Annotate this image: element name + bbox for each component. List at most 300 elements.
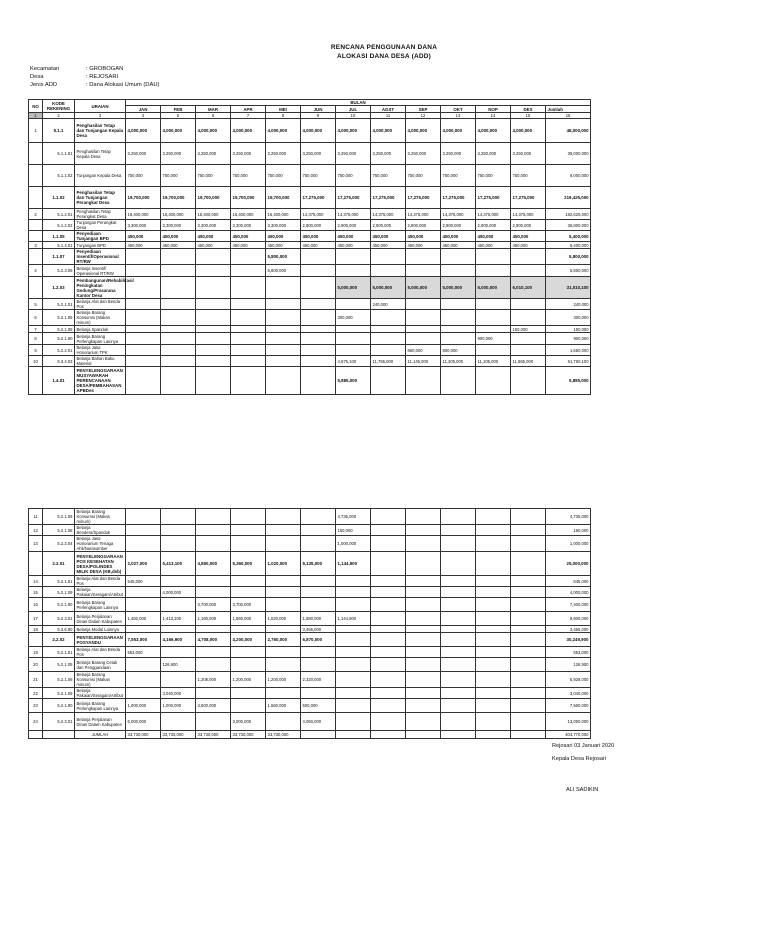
table-row bbox=[29, 367, 591, 395]
col-index-number: 11 bbox=[371, 113, 406, 119]
row-month-amount bbox=[406, 509, 441, 525]
row-month-amount: 1,200,000 bbox=[231, 672, 266, 688]
row-month-amount bbox=[266, 277, 301, 299]
row-month-amount bbox=[196, 626, 231, 633]
row-month-amount bbox=[371, 333, 406, 345]
row-month-amount bbox=[476, 265, 511, 277]
row-kode-rekening: 5.2.1.06 bbox=[43, 310, 75, 326]
row-total-amount: 126,900 bbox=[546, 658, 591, 672]
row-month-amount bbox=[266, 310, 301, 326]
row-kode-rekening: 1.2.03 bbox=[43, 277, 75, 299]
row-month-amount bbox=[476, 731, 511, 739]
row-month-amount: 3,250,000 bbox=[371, 143, 406, 165]
row-month-amount: 750,000 bbox=[371, 165, 406, 187]
row-total-amount: 5,800,000 bbox=[546, 249, 591, 265]
row-month-amount: 4,000,000 bbox=[511, 119, 546, 143]
row-month-amount bbox=[196, 310, 231, 326]
budget-table-page1 bbox=[28, 99, 591, 395]
row-month-amount bbox=[301, 326, 336, 333]
row-month-amount: 19,700,000 bbox=[266, 187, 301, 209]
row-month-amount bbox=[476, 647, 511, 658]
row-kode-rekening: 5.2.3.06 bbox=[43, 265, 75, 277]
row-month-amount bbox=[126, 310, 161, 326]
row-month-amount bbox=[476, 612, 511, 626]
row-month-amount bbox=[161, 509, 196, 525]
col-index-number: 2 bbox=[43, 113, 75, 119]
row-month-amount bbox=[511, 509, 546, 525]
row-month-amount bbox=[406, 598, 441, 612]
row-month-amount bbox=[231, 310, 266, 326]
row-month-amount bbox=[371, 345, 406, 356]
row-month-amount bbox=[301, 265, 336, 277]
row-month-amount bbox=[161, 356, 196, 367]
row-month-amount: 240,000 bbox=[371, 299, 406, 310]
row-kode-rekening: 5.1.1 bbox=[43, 119, 75, 143]
row-kode-rekening: 5.2.1.08 bbox=[43, 326, 75, 333]
row-uraian: Penyediaan Tunjangan BPD bbox=[75, 231, 126, 242]
table-row bbox=[29, 633, 591, 647]
row-month-amount bbox=[406, 658, 441, 672]
row-month-amount bbox=[336, 672, 371, 688]
row-month-amount bbox=[266, 326, 301, 333]
row-uraian: Belanja Barang Perlengkapan Lainnya bbox=[75, 699, 126, 713]
table-row bbox=[29, 265, 591, 277]
row-month-amount bbox=[476, 552, 511, 576]
row-month-amount: 5,360,000 bbox=[231, 552, 266, 576]
row-uraian: Penghasilan Tetap dan Tunjangan Kepala Desa bbox=[75, 119, 126, 143]
row-month-amount bbox=[301, 688, 336, 699]
row-uraian: Penghasilan Tetap dan Tunjangan Perangkat Desa bbox=[75, 187, 126, 209]
row-month-amount bbox=[441, 536, 476, 552]
row-month-amount: 4,000,000 bbox=[266, 119, 301, 143]
row-total-amount: 13,050,000 bbox=[546, 713, 591, 731]
table-row bbox=[29, 552, 591, 576]
row-month-amount bbox=[371, 626, 406, 633]
row-month-amount: 33,730,000 bbox=[196, 731, 231, 739]
row-month-amount bbox=[441, 326, 476, 333]
col-index-number: 5 bbox=[161, 113, 196, 119]
row-uraian: Belanja Barang Perlengkapan Lainnya bbox=[75, 598, 126, 612]
row-number: 17 bbox=[29, 612, 43, 626]
doc-title-line1: RENCANA PENGGUNAAN DANA bbox=[330, 44, 438, 51]
row-month-amount bbox=[371, 265, 406, 277]
row-number: 21 bbox=[29, 672, 43, 688]
row-month-amount bbox=[371, 633, 406, 647]
row-month-amount bbox=[441, 299, 476, 310]
table-row bbox=[29, 220, 591, 231]
row-uraian: Belanja Bahan Baku Material bbox=[75, 356, 126, 367]
row-month-amount: 14,375,000 bbox=[476, 209, 511, 220]
row-month-amount bbox=[161, 576, 196, 587]
row-month-amount bbox=[231, 525, 266, 536]
row-month-amount bbox=[336, 598, 371, 612]
row-number: 4 bbox=[29, 265, 43, 277]
row-month-amount: 4,000,000 bbox=[196, 119, 231, 143]
col-header-month: MEI bbox=[266, 106, 301, 113]
row-number bbox=[29, 367, 43, 395]
table-row bbox=[29, 509, 591, 525]
row-month-amount bbox=[161, 249, 196, 265]
table-row bbox=[29, 143, 591, 165]
row-month-amount bbox=[371, 713, 406, 731]
col-index-number: 10 bbox=[336, 113, 371, 119]
row-month-amount bbox=[441, 333, 476, 345]
row-month-amount: 1,144,900 bbox=[336, 612, 371, 626]
row-month-amount: 4,200,000 bbox=[231, 633, 266, 647]
row-month-amount bbox=[406, 249, 441, 265]
table-row bbox=[29, 647, 591, 658]
row-month-amount: 3,250,000 bbox=[266, 143, 301, 165]
row-month-amount: 4,166,900 bbox=[161, 633, 196, 647]
row-month-amount bbox=[266, 713, 301, 731]
row-number bbox=[29, 220, 43, 231]
row-month-amount bbox=[126, 598, 161, 612]
row-month-amount bbox=[126, 333, 161, 345]
row-month-amount bbox=[231, 647, 266, 658]
row-uraian: Belanja Barang Cetak dan Penggandaan bbox=[75, 658, 126, 672]
row-month-amount: 1,413,100 bbox=[161, 612, 196, 626]
row-month-amount bbox=[301, 249, 336, 265]
row-total-amount: 4,000,000 bbox=[546, 587, 591, 598]
row-month-amount: 450,000 bbox=[126, 242, 161, 249]
table-row bbox=[29, 310, 591, 326]
row-number: 15 bbox=[29, 587, 43, 598]
row-month-amount bbox=[476, 672, 511, 688]
row-kode-rekening: 5.2.1.09 bbox=[43, 587, 75, 598]
row-month-amount: 450,000 bbox=[266, 242, 301, 249]
row-month-amount bbox=[336, 626, 371, 633]
row-month-amount bbox=[126, 345, 161, 356]
row-month-amount bbox=[196, 345, 231, 356]
row-uraian: Penghasilan Tetap Kepala Desa bbox=[75, 143, 126, 165]
signature-place-date: Rejosari 03 Januari 2020 bbox=[552, 743, 615, 749]
row-month-amount bbox=[161, 713, 196, 731]
row-month-amount bbox=[371, 576, 406, 587]
row-month-amount bbox=[441, 688, 476, 699]
row-month-amount bbox=[371, 525, 406, 536]
row-month-amount bbox=[301, 647, 336, 658]
row-month-amount bbox=[301, 345, 336, 356]
col-index-number: 14 bbox=[476, 113, 511, 119]
row-month-amount bbox=[511, 249, 546, 265]
row-month-amount: 11,105,000 bbox=[476, 356, 511, 367]
row-number bbox=[29, 143, 43, 165]
row-month-amount: 5,800,000 bbox=[266, 265, 301, 277]
row-month-amount bbox=[511, 672, 546, 688]
row-month-amount bbox=[266, 688, 301, 699]
row-month-amount: 11,305,000 bbox=[441, 356, 476, 367]
row-total-amount: 3,040,000 bbox=[546, 688, 591, 699]
row-month-amount bbox=[336, 249, 371, 265]
row-month-amount bbox=[301, 536, 336, 552]
row-month-amount bbox=[231, 345, 266, 356]
row-month-amount: 4,000,000 bbox=[301, 119, 336, 143]
row-number: 10 bbox=[29, 356, 43, 367]
row-month-amount bbox=[301, 509, 336, 525]
row-number: 23 bbox=[29, 699, 43, 713]
row-month-amount bbox=[441, 249, 476, 265]
meta-desa bbox=[30, 74, 118, 80]
row-month-amount bbox=[511, 626, 546, 633]
row-month-amount bbox=[126, 299, 161, 310]
table-row bbox=[29, 598, 591, 612]
row-month-amount bbox=[266, 509, 301, 525]
row-month-amount: 1,000,000 bbox=[336, 536, 371, 552]
row-month-amount bbox=[371, 326, 406, 333]
row-month-amount: 17,275,000 bbox=[511, 187, 546, 209]
meta-kecamatan bbox=[30, 66, 123, 72]
row-number: 11 bbox=[29, 509, 43, 525]
row-month-amount bbox=[161, 367, 196, 395]
row-month-amount: 3,000,000 bbox=[231, 713, 266, 731]
row-month-amount bbox=[476, 598, 511, 612]
table-row bbox=[29, 242, 591, 249]
row-month-amount bbox=[266, 626, 301, 633]
col-index-number: 1 bbox=[29, 113, 43, 119]
row-month-amount bbox=[476, 633, 511, 647]
row-month-amount: 3,250,000 bbox=[126, 143, 161, 165]
row-month-amount: 3,250,000 bbox=[336, 143, 371, 165]
meta-label: Jenis ADD bbox=[30, 82, 58, 88]
row-month-amount bbox=[476, 326, 511, 333]
row-month-amount: 16,400,000 bbox=[126, 209, 161, 220]
table-row bbox=[29, 333, 591, 345]
row-month-amount bbox=[231, 367, 266, 395]
row-month-amount bbox=[126, 326, 161, 333]
row-month-amount bbox=[336, 345, 371, 356]
table-row bbox=[29, 731, 591, 739]
row-month-amount bbox=[441, 525, 476, 536]
row-month-amount bbox=[406, 626, 441, 633]
row-total-amount: 9,600,000 bbox=[546, 612, 591, 626]
row-month-amount bbox=[406, 647, 441, 658]
row-kode-rekening: 5.2.1.09 bbox=[43, 688, 75, 699]
row-uraian: PENYELENGGARAAN POS KESEHATAN DESA/POLINDES MILIK DESA (KB,dsb) bbox=[75, 552, 126, 576]
row-number bbox=[29, 552, 43, 576]
row-month-amount bbox=[511, 367, 546, 395]
row-month-amount bbox=[196, 356, 231, 367]
row-month-amount: 33,730,000 bbox=[231, 731, 266, 739]
row-month-amount bbox=[196, 713, 231, 731]
row-month-amount bbox=[441, 367, 476, 395]
row-month-amount: 450,000 bbox=[231, 231, 266, 242]
row-month-amount bbox=[161, 310, 196, 326]
row-month-amount: 1,160,000 bbox=[196, 612, 231, 626]
row-month-amount bbox=[406, 299, 441, 310]
row-month-amount bbox=[371, 536, 406, 552]
col-header-month: JUL bbox=[336, 106, 371, 113]
row-month-amount: 6,010,100 bbox=[511, 277, 546, 299]
row-month-amount: 4,000,000 bbox=[126, 119, 161, 143]
col-header-bulan: BULAN bbox=[126, 100, 591, 106]
row-month-amount bbox=[511, 598, 546, 612]
row-month-amount bbox=[266, 658, 301, 672]
row-month-amount: 19,700,000 bbox=[231, 187, 266, 209]
row-month-amount bbox=[406, 525, 441, 536]
row-month-amount bbox=[336, 265, 371, 277]
row-number bbox=[29, 165, 43, 187]
row-month-amount bbox=[371, 688, 406, 699]
row-uraian: PENYELENGGARAAN MUSYAWARAH PERENCANAAN DESA/PEMBAHASAN APBDes bbox=[75, 367, 126, 395]
row-month-amount bbox=[441, 731, 476, 739]
row-month-amount: 5,000,000 bbox=[476, 277, 511, 299]
row-total-amount: 36,800,000 bbox=[546, 220, 591, 231]
meta-value: : GROBOGAN bbox=[86, 66, 124, 72]
row-month-amount bbox=[196, 326, 231, 333]
meta-label: Desa bbox=[30, 74, 44, 80]
row-month-amount bbox=[196, 277, 231, 299]
row-uraian: Tunjangan BPD bbox=[75, 242, 126, 249]
row-kode-rekening: 5.2.3.01 bbox=[43, 612, 75, 626]
row-month-amount bbox=[441, 576, 476, 587]
row-month-amount: 450,000 bbox=[161, 242, 196, 249]
row-month-amount bbox=[126, 688, 161, 699]
row-kode-rekening: 5.1.4.01 bbox=[43, 242, 75, 249]
row-month-amount bbox=[511, 699, 546, 713]
row-month-amount bbox=[511, 345, 546, 356]
row-number: 3 bbox=[29, 242, 43, 249]
row-month-amount: 16,400,000 bbox=[196, 209, 231, 220]
signature-name: ALI SADIKIN bbox=[566, 787, 599, 793]
table-row bbox=[29, 699, 591, 713]
row-month-amount: 150,000 bbox=[336, 525, 371, 536]
row-month-amount bbox=[126, 536, 161, 552]
row-month-amount bbox=[406, 713, 441, 731]
row-month-amount: 17,275,000 bbox=[301, 187, 336, 209]
row-month-amount: 450,000 bbox=[126, 231, 161, 242]
row-number: 13 bbox=[29, 536, 43, 552]
row-number bbox=[29, 731, 43, 739]
row-month-amount bbox=[231, 265, 266, 277]
row-month-amount bbox=[441, 699, 476, 713]
table-row bbox=[29, 277, 591, 299]
row-uraian: Belanja Perjalanan Dinas Dalam Kabupaten bbox=[75, 612, 126, 626]
row-month-amount bbox=[511, 333, 546, 345]
row-month-amount: 14,375,000 bbox=[441, 209, 476, 220]
row-month-amount: 750,000 bbox=[196, 165, 231, 187]
row-month-amount: 33,730,000 bbox=[161, 731, 196, 739]
row-month-amount: 450,000 bbox=[511, 242, 546, 249]
row-kode-rekening bbox=[43, 731, 75, 739]
row-total-amount: 182,625,000 bbox=[546, 209, 591, 220]
row-uraian: Belanja Barang Konsumsi (Makan minum) bbox=[75, 672, 126, 688]
row-month-amount bbox=[301, 587, 336, 598]
row-month-amount bbox=[231, 356, 266, 367]
row-uraian: JUMLAH bbox=[75, 731, 126, 739]
row-month-amount: 750,000 bbox=[476, 165, 511, 187]
row-total-amount: 5,928,000 bbox=[546, 672, 591, 688]
row-uraian: Tunjangan Kepala Desa bbox=[75, 165, 126, 187]
row-month-amount bbox=[371, 647, 406, 658]
row-month-amount bbox=[126, 367, 161, 395]
col-header-kode: KODE REKENING bbox=[43, 100, 75, 113]
row-month-amount: 5,135,000 bbox=[301, 552, 336, 576]
col-index-number: 16 bbox=[546, 113, 591, 119]
row-month-amount bbox=[371, 509, 406, 525]
row-month-amount bbox=[266, 587, 301, 598]
row-month-amount bbox=[161, 672, 196, 688]
row-number: 20 bbox=[29, 658, 43, 672]
row-month-amount: 450,000 bbox=[196, 242, 231, 249]
row-uraian: Belanja Alat dan Benda Pos bbox=[75, 299, 126, 310]
row-month-amount bbox=[406, 333, 441, 345]
row-month-amount bbox=[406, 612, 441, 626]
row-month-amount bbox=[301, 367, 336, 395]
row-month-amount: 450,000 bbox=[476, 242, 511, 249]
row-month-amount bbox=[231, 509, 266, 525]
row-total-amount: 1,660,000 bbox=[546, 345, 591, 356]
row-month-amount: 3,300,000 bbox=[231, 220, 266, 231]
meta-value: : REJOSARI bbox=[86, 74, 119, 80]
row-month-amount bbox=[371, 587, 406, 598]
row-month-amount: 3,250,000 bbox=[231, 143, 266, 165]
row-month-amount bbox=[476, 345, 511, 356]
row-month-amount bbox=[231, 299, 266, 310]
row-kode-rekening: 1.1.02 bbox=[43, 187, 75, 209]
row-month-amount: 4,860,000 bbox=[196, 552, 231, 576]
row-month-amount bbox=[406, 367, 441, 395]
row-month-amount bbox=[476, 658, 511, 672]
row-uraian: Belanja Jasa Honorarium Tenaga Ahli/Narasumber bbox=[75, 536, 126, 552]
row-month-amount bbox=[476, 249, 511, 265]
row-month-amount: 17,275,000 bbox=[441, 187, 476, 209]
row-month-amount: 3,250,000 bbox=[406, 143, 441, 165]
row-uraian: Belanja Pakaian/Seragam/Atribut bbox=[75, 587, 126, 598]
row-total-amount: 25,000,000 bbox=[546, 552, 591, 576]
col-index-number: 15 bbox=[511, 113, 546, 119]
row-month-amount: 450,000 bbox=[511, 231, 546, 242]
row-month-amount: 5,885,000 bbox=[336, 367, 371, 395]
row-month-amount: 2,900,000 bbox=[476, 220, 511, 231]
row-month-amount: 3,250,000 bbox=[476, 143, 511, 165]
row-month-amount bbox=[476, 310, 511, 326]
row-month-amount: 1,020,000 bbox=[266, 552, 301, 576]
row-month-amount bbox=[266, 647, 301, 658]
row-month-amount bbox=[266, 356, 301, 367]
row-month-amount: 4,000,000 bbox=[231, 119, 266, 143]
row-month-amount bbox=[231, 277, 266, 299]
row-month-amount: 900,000 bbox=[476, 333, 511, 345]
row-month-amount: 11,865,000 bbox=[511, 356, 546, 367]
row-number: 24 bbox=[29, 713, 43, 731]
row-month-amount bbox=[441, 626, 476, 633]
row-month-amount: 750,000 bbox=[161, 165, 196, 187]
row-month-amount: 450,000 bbox=[161, 231, 196, 242]
row-month-amount: 1,020,000 bbox=[266, 612, 301, 626]
row-month-amount: 7,553,000 bbox=[126, 633, 161, 647]
row-number: 7 bbox=[29, 326, 43, 333]
row-month-amount: 4,000,000 bbox=[406, 119, 441, 143]
row-month-amount bbox=[126, 525, 161, 536]
row-month-amount bbox=[336, 299, 371, 310]
row-month-amount bbox=[231, 688, 266, 699]
row-month-amount bbox=[126, 356, 161, 367]
table-row bbox=[29, 356, 591, 367]
row-uraian: Belanja Pakaian/Seragam/Atribut bbox=[75, 688, 126, 699]
row-month-amount: 4,000,000 bbox=[371, 119, 406, 143]
row-month-amount: 3,300,000 bbox=[126, 220, 161, 231]
row-month-amount bbox=[161, 647, 196, 658]
row-kode-rekening: 5.2.1.05 bbox=[43, 658, 75, 672]
row-uraian: Belanja Alat dan Benda Pos bbox=[75, 576, 126, 587]
row-month-amount bbox=[441, 265, 476, 277]
table-row bbox=[29, 713, 591, 731]
row-month-amount bbox=[161, 525, 196, 536]
row-month-amount bbox=[476, 576, 511, 587]
row-number bbox=[29, 633, 43, 647]
row-month-amount: 33,730,000 bbox=[126, 731, 161, 739]
row-month-amount: 16,400,000 bbox=[161, 209, 196, 220]
